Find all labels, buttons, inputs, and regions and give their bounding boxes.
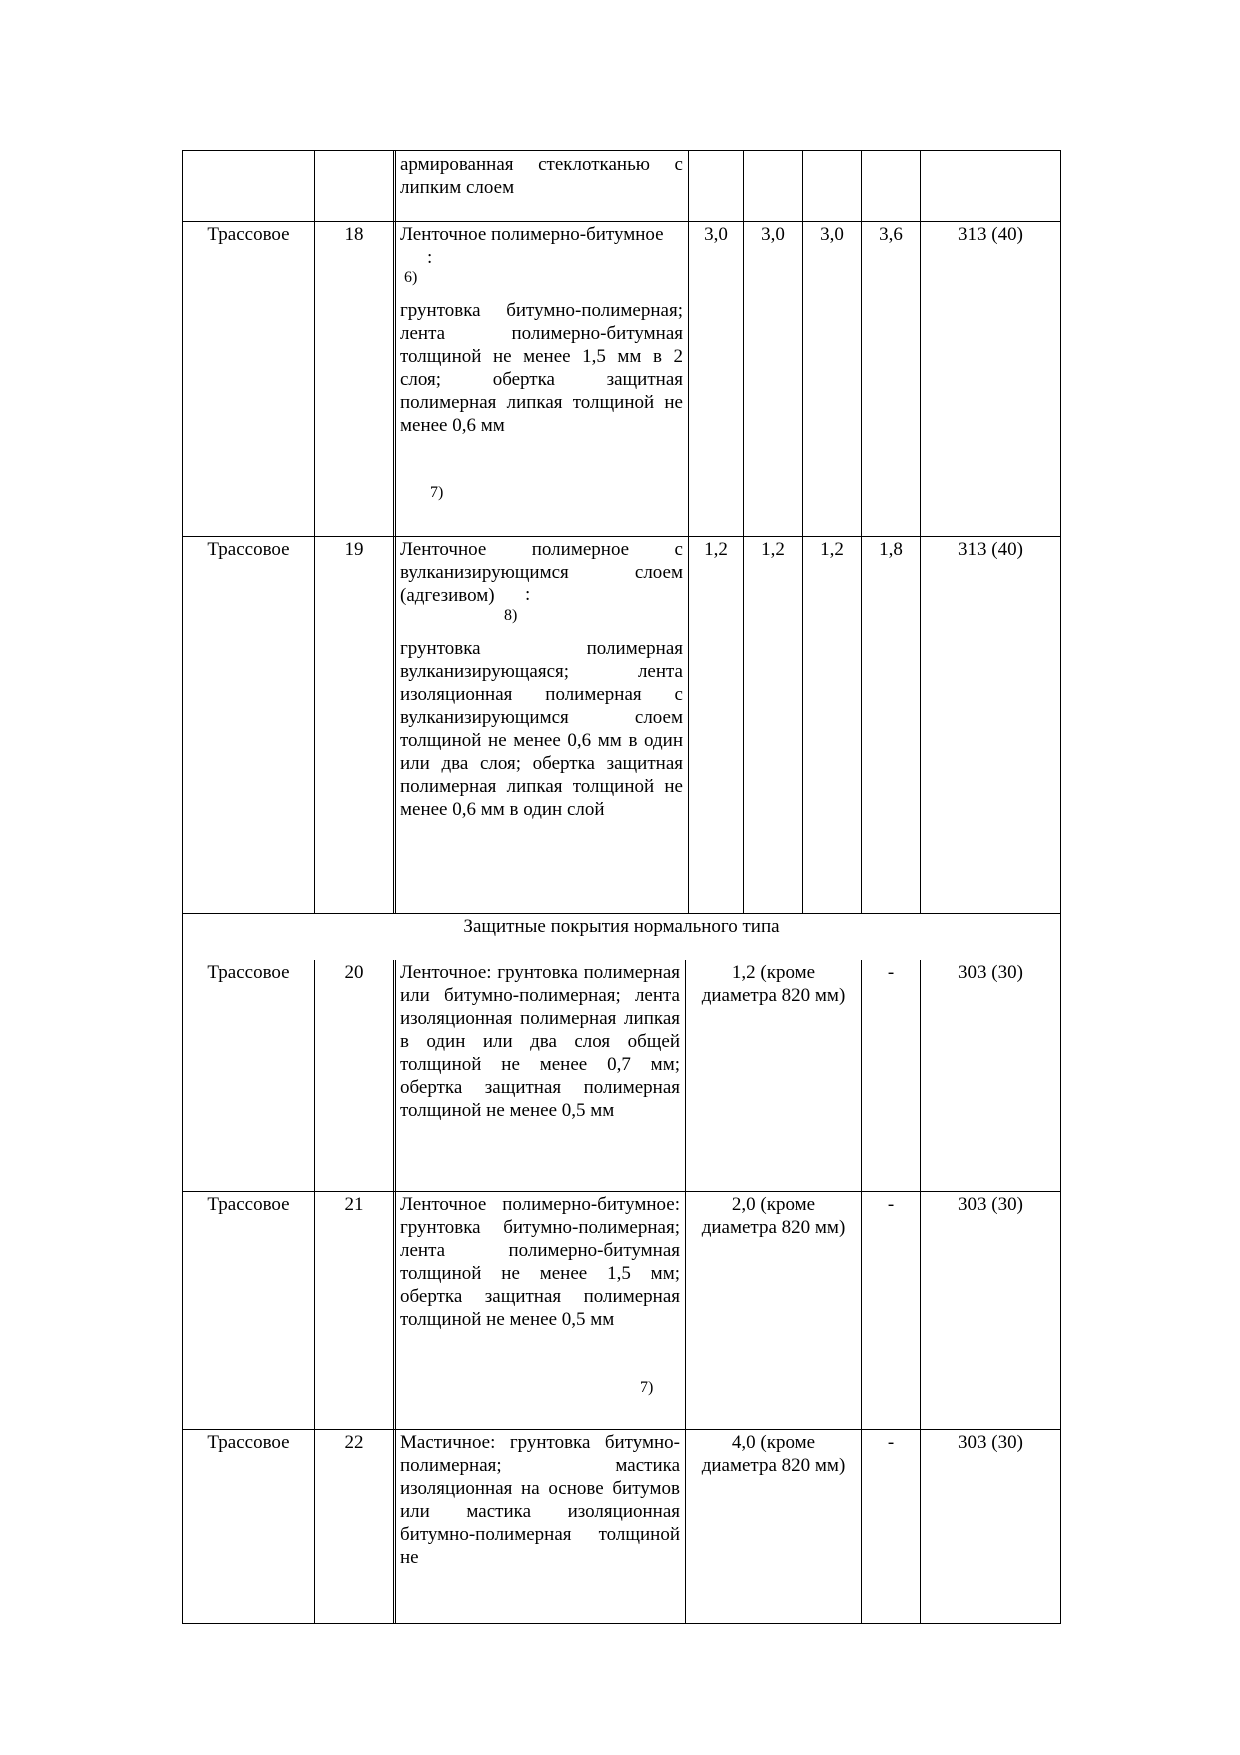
table-border-bottom: [182, 1623, 1061, 1624]
col-divider: [395, 960, 396, 1623]
row-20-type: Трассовое: [207, 962, 290, 983]
row-21-description: Ленточное полимерно-битумное: грунтовка битумно-полимерная; лента полимерно-битумная толщиной не менее 1,5 мм; обертка защитная полимерная толщиной не менее 0,5 мм: [400, 1194, 680, 1330]
section-header: Защитные покрытия нормального типа: [463, 916, 780, 937]
row-21-number: 21: [344, 1194, 364, 1215]
row-22-description: Мастичное: грунтовка битумно-полимерная; мастика изоляционная на основе битумов или мастика изоляционная битумно-полимерная толщиной не: [400, 1432, 680, 1568]
row-19-description: грунтовка полимерная вулканизирующаяся; лента изоляционная полимерная с вулканизирующимся слоем толщиной не менее 0,6 мм в один или два слоя; обертка защитная полимерная липкая толщиной не менее 0,6 мм в один слой: [400, 638, 683, 820]
row-18-type: Трассовое: [207, 224, 290, 245]
row-18-value-3: 3,0: [820, 224, 844, 245]
row-18-title: Ленточное полимерно-битумное: [400, 224, 664, 245]
row-19-value-2: 1,2: [761, 539, 785, 560]
row-22-temperature: 303 (30): [958, 1432, 1023, 1453]
row-22-number: 22: [344, 1432, 364, 1453]
col-divider: [802, 150, 803, 913]
col-divider: [685, 960, 686, 1623]
table-border-left: [182, 150, 183, 1624]
row-21-type: Трассовое: [207, 1194, 290, 1215]
row-19-value-4: 1,8: [879, 539, 903, 560]
row-22-dash: -: [887, 1432, 895, 1453]
col-divider: [393, 960, 394, 1623]
row-19-title-footnote: 8): [504, 607, 518, 624]
row-20-number: 20: [344, 962, 364, 983]
row-21-dash: -: [887, 1194, 895, 1215]
row-18-value-4: 3,6: [879, 224, 903, 245]
table-border-right: [1060, 150, 1061, 1624]
row-21-description-footnote: 7): [640, 1379, 654, 1396]
row-20-dash: -: [887, 962, 895, 983]
row-20-temperature: 303 (30): [958, 962, 1023, 983]
row-19-value-3: 1,2: [820, 539, 844, 560]
row-19-value-1: 1,2: [704, 539, 728, 560]
row-18-title-footnote: 6): [404, 269, 418, 286]
col-divider: [861, 150, 862, 913]
row-19-temperature: 313 (40): [958, 539, 1023, 560]
row-0-description: армированная стеклотканью с липким слоем: [400, 154, 683, 198]
row-21-thickness-line-1: 2,0 (кроме: [731, 1194, 816, 1215]
row-20-description: Ленточное: грунтовка полимерная или битумно-полимерная; лента изоляционная полимерная липкая в один или два слоя общей толщиной не менее 0,7 мм; обертка защитная полимерная толщиной не менее 0,5 мм: [400, 962, 680, 1121]
col-divider: [688, 150, 689, 913]
row-18-title-colon: :: [427, 247, 433, 268]
row-18-temperature: 313 (40): [958, 224, 1023, 245]
col-divider: [314, 960, 315, 1623]
row-22-type: Трассовое: [207, 1432, 290, 1453]
col-divider: [393, 150, 394, 913]
row-18-description: грунтовка битумно-полимерная; лента полимерно-битумная толщиной не менее 1,5 мм в 2 слоя; обертка защитная полимерная липкая толщиной не менее 0,6 мм: [400, 300, 683, 436]
col-divider: [920, 960, 921, 1623]
row-21-thickness-line-2: диаметра 820 мм): [701, 1217, 846, 1238]
row-19-title-colon: :: [525, 584, 531, 605]
row-20-thickness-line-1: 1,2 (кроме: [731, 962, 816, 983]
row-20-thickness-line-2: диаметра 820 мм): [701, 985, 846, 1006]
row-18-value-1: 3,0: [704, 224, 728, 245]
row-18-number: 18: [344, 224, 364, 245]
col-divider: [861, 960, 862, 1623]
col-divider: [395, 150, 396, 913]
col-divider: [314, 150, 315, 913]
row-divider: [182, 913, 1061, 914]
col-divider: [743, 150, 744, 913]
row-21-temperature: 303 (30): [958, 1194, 1023, 1215]
row-18-description-footnote: 7): [430, 484, 444, 501]
row-19-title: Ленточное полимерное с вулканизирующимся слоем (адгезивом): [400, 539, 683, 606]
row-22-thickness-line-1: 4,0 (кроме: [731, 1432, 816, 1453]
col-divider: [920, 150, 921, 913]
row-22-thickness-line-2: диаметра 820 мм): [701, 1455, 846, 1476]
row-19-number: 19: [344, 539, 364, 560]
row-19-type: Трассовое: [207, 539, 290, 560]
row-18-value-2: 3,0: [761, 224, 785, 245]
